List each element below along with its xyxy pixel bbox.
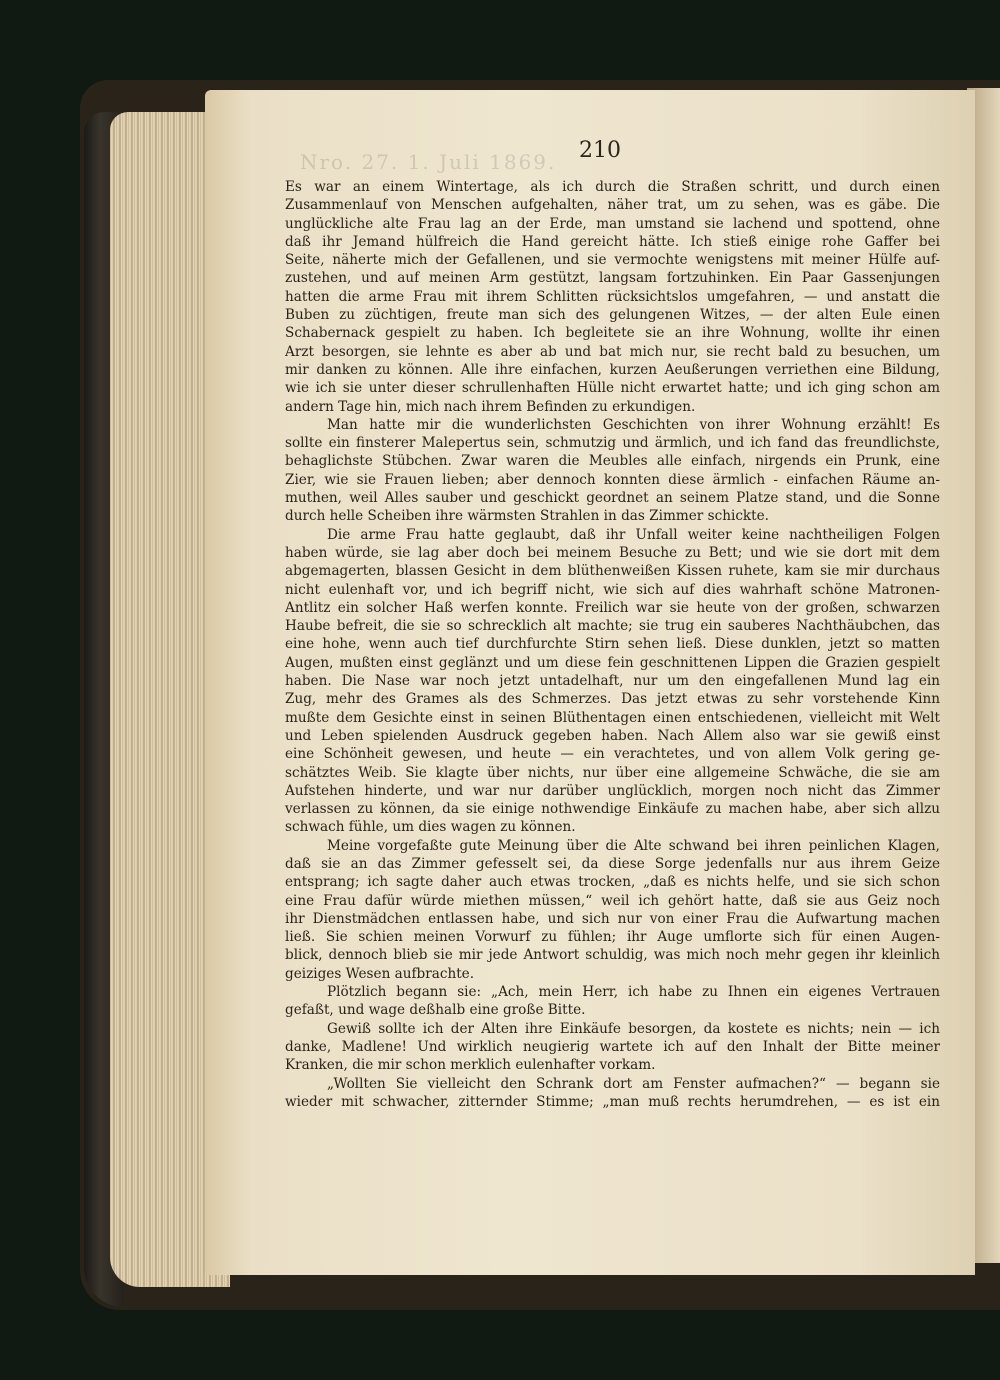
text-line: verlassen zu können, da sie einige nothwendige Einkäufe zu machen habe, aber sich allzu (285, 801, 940, 818)
text-line: Gewiß sollte ich der Alten ihre Einkäufe besorgen, da kostete es nichts; nein — ich (327, 1020, 940, 1037)
text-line: eine Frau dafür würde miethen müssen,“ weil ich gehört hatte, daß sie aus Geiz noch (285, 892, 940, 909)
text-line: mir danken zu können. Alle ihre einfachen, kurzen Aeußerungen verriethen eine Bildung, (285, 361, 940, 378)
text-line: muthen, weil Alles sauber und geschickt geordnet an seinem Platze stand, und die Sonne (285, 490, 940, 507)
text-line: haben würde, sie lag aber doch bei meinem Besuche zu Bett; und wie sie dort mit dem (285, 544, 940, 561)
text-line: schätztes Weib. Sie klagte über nichts, nur über eine allgemeine Schwäche, die sie am (285, 764, 940, 781)
text-line: Aufstehen hinderte, und war nur darüber unglücklich, morgen noch nicht das Zimmer (285, 782, 940, 799)
text-line: Zug, mehr des Grames als des Schmerzes. Das jetzt etwas zu sehr vorstehende Kinn (285, 691, 940, 708)
bleed-through-text: Nro. 27. 1. Juli 1869. (300, 150, 557, 174)
text-line: hatten die arme Frau mit ihrem Schlitten rücksichtslos umgefahren, — und anstatt die (285, 288, 940, 305)
text-line: und Leben spielenden Ausdruck gegeben haben. Nach Allem also war sie gewiß einst (285, 727, 940, 744)
text-line: wie ich sie unter dieser schrullenhaften Hülle nicht erwartet hatte; und ich ging schon am (285, 380, 940, 397)
text-line: schwach fühle, um dies wagen zu können. (285, 819, 576, 836)
text-line: entsprang; ich sagte daher auch etwas trocken, „daß es nichts helfe, und sie sich schon (285, 874, 940, 891)
text-line: ließ. Sie schien meinen Vorwurf zu fühlen; ihr Auge umflorte sich für einen Augen- (285, 929, 940, 946)
text-line: Man hatte mir die wunderlichsten Geschichten von ihrer Wohnung erzählt! Es (327, 416, 940, 433)
text-line: mußte dem Gesichte einst in seinen Blüthentagen einen entschiedenen, vielleicht mit Welt (285, 709, 940, 726)
text-line: behaglichste Stübchen. Zwar waren die Meubles alle einfach, nirgends ein Prunk, eine (285, 453, 940, 470)
page-number: 210 (579, 138, 621, 163)
text-line: daß sie an das Zimmer gefesselt sei, da diese Sorge jedenfalls nur aus ihrem Geize (285, 855, 940, 872)
text-line: sollte ein finsterer Malepertus sein, schmutzig und ärmlich, und ich fand das freundlichste, (285, 435, 940, 452)
text-line: unglückliche alte Frau lag an der Erde, man umstand sie lachend und spottend, ohne (285, 215, 940, 232)
text-line: Es war an einem Wintertage, als ich durch die Straßen schritt, und durch einen (285, 179, 940, 195)
text-line: Kranken, die mir schon merklich eulenhafter vorkam. (285, 1057, 656, 1074)
text-line: eine hohe, wenn auch tief durchfurchte Stirn sehen ließ. Diese dunklen, jetzt so matten (285, 636, 940, 653)
text-line: daß ihr Jemand hülfreich die Hand gereicht hätte. Ich stieß einige rohe Gaffer bei (285, 233, 940, 250)
text-line: Plötzlich begann sie: „Ach, mein Herr, ich habe zu Ihnen ein eigenes Vertrauen (327, 984, 940, 1001)
text-line: zustehen, und auf meinen Arm gestützt, langsam fortzuhinken. Ein Paar Gassenjungen (285, 270, 940, 287)
text-line: Seite, näherte mich der Gefallenen, und sie vermochte wenigstens mit meiner Hülfe auf- (285, 252, 940, 269)
text-line: Zier, wie sie Frauen lieben; aber dennoch konnten diese ärmlich - einfachen Räume an- (285, 471, 940, 488)
text-line: Zusammenlauf von Menschen aufgehalten, näher trat, um zu sehen, was es gäbe. Die (285, 197, 940, 214)
text-line: durch helle Scheiben ihre wärmsten Strahlen in das Zimmer schickte. (285, 508, 769, 525)
text-line: gefaßt, und wage deßhalb eine große Bitte. (285, 1002, 586, 1019)
text-line: andern Tage hin, mich nach ihrem Befinden zu erkundigen. (285, 398, 696, 415)
text-line: ihr Dienstmädchen entlassen habe, und sich nur von einer Frau die Aufwartung machen (285, 910, 940, 927)
text-line: Haube befreit, die sie so schrecklich alt machte; sie trug ein sauberes Nachthäubchen, das (285, 618, 940, 635)
text-line: geiziges Wesen aufbrachte. (285, 965, 475, 982)
text-line: Meine vorgefaßte gute Meinung über die Alte schwand bei ihren peinlichen Klagen, (327, 837, 940, 854)
text-line: Die arme Frau hatte geglaubt, daß ihr Unfall weiter keine nachtheiligen Folgen (327, 526, 940, 543)
text-line: Augen, mußten einst geglänzt und um diese fein geschnittenen Lippen die Grazien gespielt (285, 654, 940, 671)
text-line: Antlitz ein solcher Haß werfen konnte. Freilich war sie heute von der großen, schwarzen (285, 599, 940, 616)
body-text (285, 178, 940, 1111)
text-line: haben. Die Nase war noch jetzt untadelhaft, nur um den eingefallenen Mund lag ein (285, 673, 940, 690)
text-line: eine Schönheit gewesen, und heute — ein verachtetes, und von allem Volk gering ge- (285, 746, 940, 763)
text-line: abgemagerten, blassen Gesicht in dem blüthenweißen Kissen ruhete, kam sie mir durchaus (285, 563, 940, 580)
text-line: „Wollten Sie vielleicht den Schrank dort am Fenster aufmachen?“ — begann sie (327, 1075, 940, 1092)
text-line: Arzt besorgen, sie lehnte es aber ab und bat mich nur, sie recht bald zu besuchen, um (285, 343, 940, 360)
text-line: danke, Madlene! Und wirklich neugierig wartete ich auf den Inhalt der Bitte meiner (285, 1038, 940, 1055)
text-line: blick, dennoch blieb sie mir jede Antwort schuldig, was mich noch mehr gegen ihr kleinlich (285, 947, 940, 964)
text-line: Schabernack gespielt zu haben. Ich begleitete sie an ihre Wohnung, wollte ihr einen (285, 325, 940, 342)
text-line: wieder mit schwacher, zitternder Stimme; „man muß rechts herumdrehen, — es ist ein (285, 1093, 940, 1110)
text-line: Buben zu züchtigen, freute man sich des gelungenen Witzes, — der alten Eule einen (285, 307, 940, 324)
text-line: nicht eulenhaft vor, und ich begriff nicht, wie sich auf dies wahrhaft schöne Matronen- (285, 581, 940, 598)
